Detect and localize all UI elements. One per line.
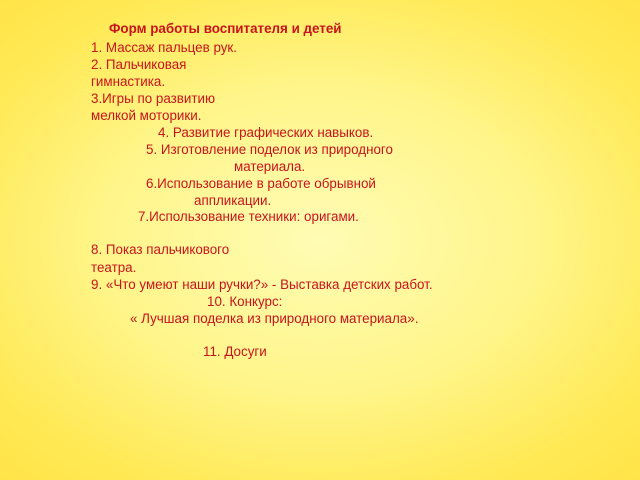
list-item-games: 3.Игры по развитию [91, 91, 216, 106]
list-item-applique-cont: аппликации. [194, 193, 272, 208]
list-item-applique: 6.Использование в работе обрывной [146, 176, 376, 191]
list-item-finger-theatre-cont: театра. [91, 260, 137, 275]
list-item-crafts: 5. Изготовление поделок из природного [146, 142, 393, 157]
list-item-contest: 10. Конкурс: [207, 294, 283, 309]
list-item-finger-theatre: 8. Показ пальчикового [91, 242, 230, 257]
list-item-massage: 1. Массаж пальцев рук. [91, 40, 238, 55]
list-item-leisure: 11. Досуги [203, 344, 267, 359]
slide-title: Форм работы воспитателя и детей [109, 21, 342, 36]
list-item-finger-gym: 2. Пальчиковая [91, 57, 187, 72]
list-item-origami: 7.Использование техники: оригами. [138, 209, 359, 224]
list-item-finger-gym-cont: гимнастика. [91, 74, 166, 89]
list-item-contest-cont: « Лучшая поделка из природного материала». [130, 311, 419, 326]
list-item-graphic-skills: 4. Развитие графических навыков. [158, 125, 374, 140]
list-item-crafts-cont: материала. [234, 159, 306, 174]
list-item-games-cont: мелкой моторики. [91, 108, 202, 123]
list-item-exhibition: 9. «Что умеют наши ручки?» - Выставка детских работ. [91, 277, 433, 292]
